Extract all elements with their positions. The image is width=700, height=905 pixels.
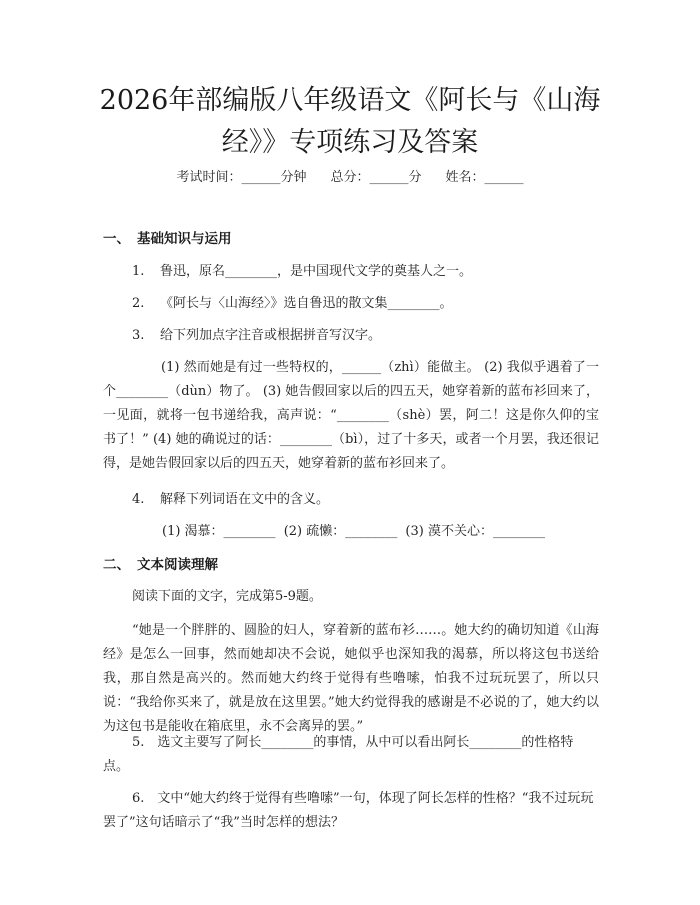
question-1 (132, 262, 612, 282)
question-6: 6. 文中“她大约终于觉得有些噜嗦”一句，体现了阿长怎样的性格？“我不过玩玩罢了”这句话暗示了“我”当时怎样的想法？ (103, 791, 594, 830)
exam-time: 考试时间：______分钟 (176, 170, 307, 185)
question-3-items: (1) 然而她是有过一些特权的，______（zhì）能做主。 (2) 我似乎遇着了一个________（dùn）物了。 (3) 她告假回家以后的四五天，她穿着新的蓝布衫回来了，一见面，就将一包书递给我，高声说：“________（shè）罢，阿二！这是你久仰的宝书了！” (4) 她的确说过的话：________（bì），过了十多天，或者一个月罢，我还很记得，是她告假回家以后的四五天，她穿着新的蓝布衫回来了。 (103, 360, 599, 471)
question-number: 4. (132, 492, 145, 507)
title-line-1: 2026年部编版八年级语文《阿长与《山海 (99, 85, 601, 116)
section-title: 基础知识与运用 (137, 231, 232, 247)
question-text: 给下列加点字注音或根据拼音写汉字。 (160, 328, 382, 343)
question-text: 鲁迅，原名________，是中国现代文学的奠基人之一。 (160, 264, 473, 279)
definition-item: (1) 渴慕：________ (162, 524, 276, 539)
exam-meta (0, 168, 700, 188)
document-title (90, 80, 610, 164)
question-number: 2. (132, 296, 145, 311)
question-4 (132, 490, 612, 510)
definition-item: (3) 漠不关心：________ (405, 524, 545, 539)
section-heading-2 (103, 555, 218, 575)
question-5: 5. 选文主要写了阿长________的事情，从中可以看出阿长________的性格特点。 (103, 735, 574, 774)
student-name: 姓名：______ (445, 170, 524, 185)
definition-item: (2) 疏懒：________ (283, 524, 398, 539)
question-text: 解释下列词语在文中的含义。 (160, 492, 330, 507)
question-number: 3. (132, 328, 145, 343)
section-title: 文本阅读理解 (137, 557, 218, 573)
reading-passage: “她是一个胖胖的、圆脸的妇人，穿着新的蓝布衫……。她大约的确切知道《山海经》是怎么一回事，然而她却决不会说，她似乎也深知我的渴慕，所以将这包书送给我，那自然是高兴的。然而她大约终于觉得有些噜嗦，怕我不过玩玩罢了，所以只说：“我给你买来了，就是放在这里罢。”她大约觉得我的感谢是不必说的了，她大约以为这包书是能收在箱底里，永不会离异的罢。” (103, 623, 599, 734)
title-line-2: 经》》专项练习及答案 (221, 127, 479, 158)
section-number: 二、 (103, 557, 130, 573)
question-3 (132, 326, 612, 346)
question-4-items (162, 522, 602, 542)
section-heading-1 (103, 229, 232, 249)
question-number: 1. (132, 264, 145, 279)
section-number: 一、 (103, 231, 130, 247)
reading-instruction: 阅读下面的文字，完成第5-9题。 (132, 589, 322, 604)
total-score: 总分：______分 (330, 170, 422, 185)
question-2 (132, 294, 612, 314)
question-text: 《阿长与〈山海经〉》选自鲁迅的散文集________。 (160, 296, 453, 311)
